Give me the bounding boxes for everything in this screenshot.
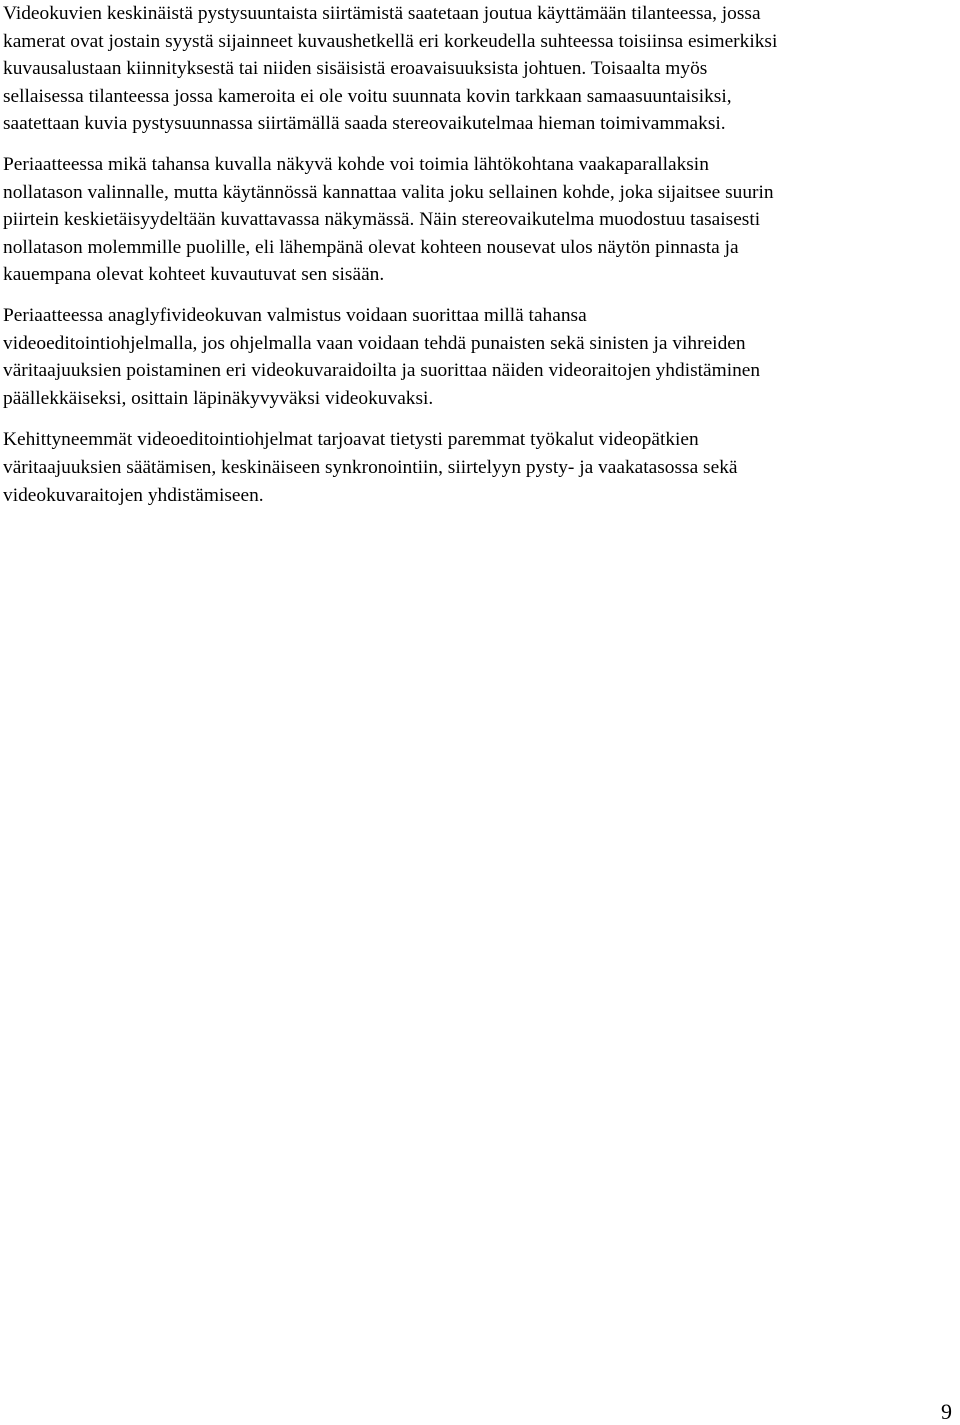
paragraph-zero-plane [3, 151, 955, 289]
text-line: Periaatteessa anaglyfivideokuvan valmistus voidaan suorittaa millä tahansa [3, 304, 587, 326]
text-line: päällekkäiseksi, osittain läpinäkyvyväksi videokuvaksi. [3, 387, 434, 409]
document-body [3, 0, 955, 523]
text-line: väritaajuuksien poistaminen eri videokuvaraidoilta ja suorittaa näiden videoraitojen yhdistäminen [3, 360, 761, 382]
page-number: 9 [941, 1399, 952, 1424]
text-line: Kehittyneemmät videoeditointiohjelmat tarjoavat tietysti paremmat työkalut videopätkien [3, 429, 699, 451]
text-line: saatettaan kuvia pystysuunnassa siirtämällä saada stereovaikutelmaa hieman toimivammaksi. [3, 113, 726, 135]
paragraph-advanced-editors [3, 426, 955, 509]
text-line: Videokuvien keskinäistä pystysuuntaista siirtämistä saatetaan joutua käyttämään tilanteessa, jossa [3, 3, 761, 24]
text-line: piirtein keskietäisyydeltään kuvattavassa näkymässä. Näin stereovaikutelma muodostuu tasaisesti [3, 209, 761, 231]
text-line: videoeditointiohjelmalla, jos ohjelmalla vaan voidaan tehdä punaisten sekä sinisten ja vihreiden [3, 332, 746, 354]
text-line: nollatason valinnalle, mutta käytännössä kannattaa valita joku sellainen kohde, joka sijaitsee suurin [3, 181, 774, 203]
text-line: Periaatteessa mikä tahansa kuvalla näkyvä kohde voi toimia lähtökohtana vaakaparallaksin [3, 153, 709, 175]
paragraph-anaglyph-production [3, 302, 955, 412]
text-line: kauempana olevat kohteet kuvautuvat sen sisään. [3, 264, 385, 286]
text-line: kuvausalustaan kiinnityksestä tai niiden sisäisistä eroavaisuuksista johtuen. Toisaalta myös [3, 58, 708, 80]
text-line: videokuvaraitojen yhdistämiseen. [3, 484, 264, 506]
text-line: nollatason molemmille puolille, eli lähempänä olevat kohteen nousevat ulos näytön pinnasta ja [3, 236, 739, 258]
text-line: sellaisessa tilanteessa jossa kameroita ei ole voitu suunnata kovin tarkkaan samaasuuntaisiksi, [3, 85, 732, 107]
text-line: kamerat ovat jostain syystä sijainneet kuvaushetkellä eri korkeudella suhteessa toisiinsa esimerkiksi [3, 30, 778, 52]
paragraph-vertical-shift [3, 0, 955, 138]
text-line: väritaajuuksien säätämisen, keskinäiseen synkronointiin, siirtelyyn pysty- ja vaakatasossa sekä [3, 456, 738, 478]
